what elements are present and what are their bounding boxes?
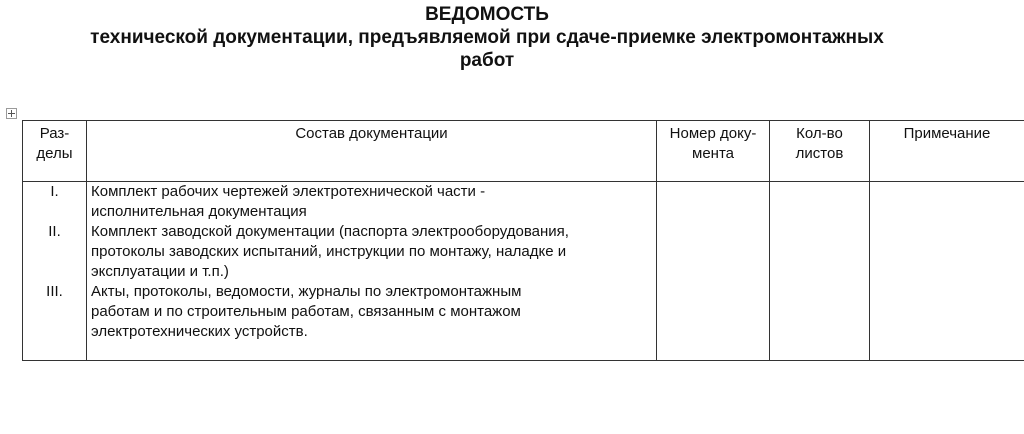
- note-cell[interactable]: [870, 222, 1024, 282]
- title-line-1: ВЕДОМОСТЬ: [425, 4, 549, 25]
- title-line-2: технической документации, предъявляемой при сдаче-приемке электромонтажных: [90, 27, 884, 48]
- title-line-3: работ: [459, 50, 515, 71]
- doc-number-cell[interactable]: [657, 182, 770, 223]
- sheets-count-cell[interactable]: [770, 222, 870, 282]
- header-sheets-count: Кол-во листов: [770, 121, 870, 182]
- section-description: Комплект заводской документации (паспорта электрооборудования, протоколы заводских испытаний, инструкции по монтажу, наладке и эксплуатации и т.п.): [87, 222, 657, 282]
- documentation-table: [22, 120, 1024, 361]
- section-description: Акты, протоколы, ведомости, журналы по электромонтажным работам и по строительным работам, связанным с монтажом электротехнических устройств.: [87, 282, 657, 361]
- document-title: [0, 3, 974, 72]
- header-doc-number: Номер доку- мента: [657, 121, 770, 182]
- section-number: II.: [23, 222, 87, 282]
- doc-number-cell[interactable]: [657, 282, 770, 361]
- header-composition: Состав документации: [87, 121, 657, 182]
- note-cell[interactable]: [870, 282, 1024, 361]
- sheets-count-cell[interactable]: [770, 182, 870, 223]
- header-note: Примечание: [870, 121, 1024, 182]
- sheets-count-cell[interactable]: [770, 282, 870, 361]
- doc-number-cell[interactable]: [657, 222, 770, 282]
- table-header-row: [23, 121, 1024, 182]
- header-sections: Раз- делы: [23, 121, 87, 182]
- table-row: [23, 282, 1024, 361]
- section-number: III.: [23, 282, 87, 361]
- section-description: Комплект рабочих чертежей электротехнической части - исполнительная документация: [87, 182, 657, 223]
- section-number: I.: [23, 182, 87, 223]
- note-cell[interactable]: [870, 182, 1024, 223]
- table-row: [23, 182, 1024, 223]
- table-row: [23, 222, 1024, 282]
- table-move-handle-icon[interactable]: [6, 108, 17, 119]
